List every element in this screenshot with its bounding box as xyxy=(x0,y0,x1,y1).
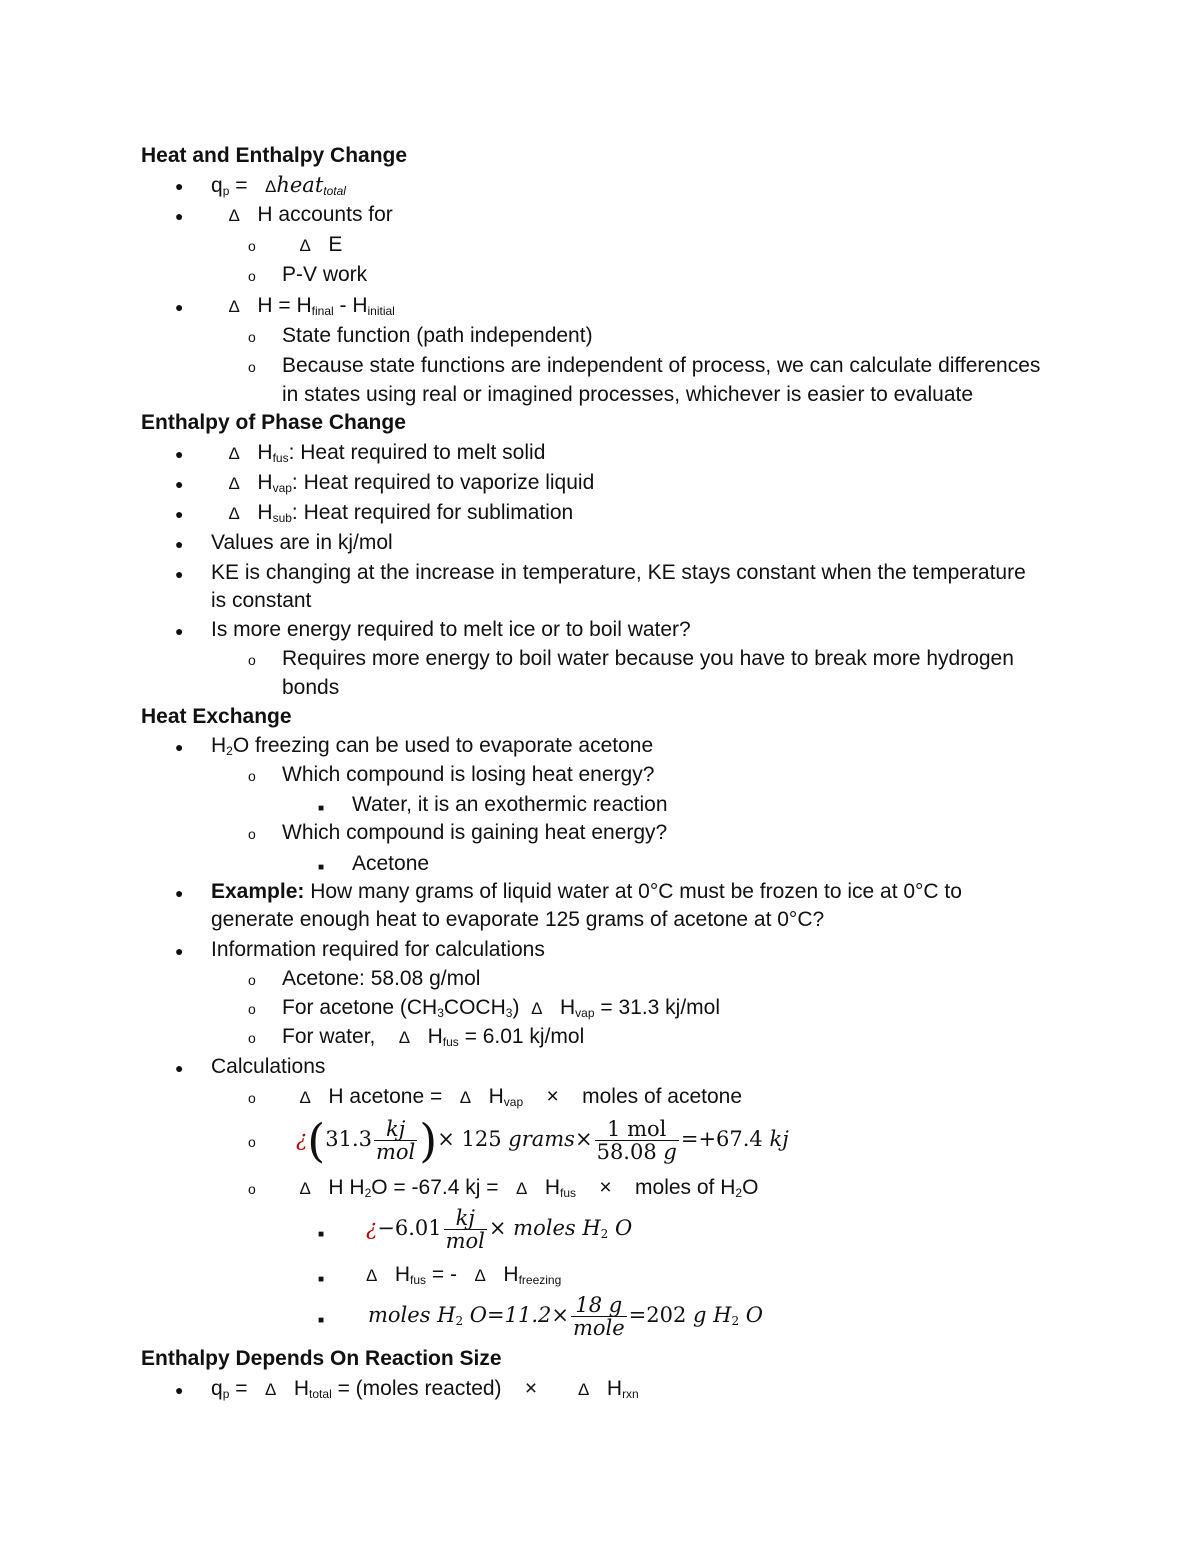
bullet-o: o xyxy=(248,329,256,345)
delta-icon: Δ xyxy=(228,206,240,225)
list-item: Δ $H_{fus}$: Heat required to melt solid xyxy=(228,441,546,465)
bullet: ● xyxy=(175,506,184,522)
list-item: P-V work xyxy=(282,263,368,286)
list-item: Because state functions are independent of process, we can calculate differences xyxy=(282,354,1041,377)
delta-icon: Δ xyxy=(366,1266,378,1285)
list-item: Δ H acetone = Δ $H_{vap}$ × moles of acetone xyxy=(299,1085,743,1109)
delta-icon: Δ xyxy=(531,999,543,1018)
bullet-square: ■ xyxy=(318,1229,325,1240)
bullet: ● xyxy=(175,446,184,462)
delta-icon: Δ xyxy=(228,444,240,463)
list-item: Example: How many grams of liquid water at 0°C must be frozen to ice at 0°C to xyxy=(211,880,962,903)
bullet: ● xyxy=(175,1382,184,1398)
bullet-o: o xyxy=(248,1001,256,1017)
bullet-o: o xyxy=(248,768,256,784)
list-item: Values are in kj/mol xyxy=(211,531,393,554)
bullet-o: o xyxy=(248,1090,256,1106)
bullet-o: o xyxy=(248,268,256,284)
list-item: Δ $H_{sub}$: Heat required for sublimation xyxy=(228,501,574,525)
delta-icon: Δ xyxy=(299,1179,311,1198)
list-item: Δ $H_{fus}$ = - Δ $H_{freezing}$ xyxy=(366,1263,562,1287)
list-item-cont: is constant xyxy=(211,589,312,612)
delta-icon: Δ xyxy=(228,297,240,316)
bullet-o: o xyxy=(248,652,256,668)
section-title-reaction-size: Enthalpy Depends On Reaction Size xyxy=(141,1347,502,1370)
delta-icon: Δ xyxy=(299,236,311,255)
list-item: For water, Δ $H_{fus} = 6.01$ kj/mol xyxy=(282,1025,585,1049)
list-item: Water, it is an exothermic reaction xyxy=(352,793,668,816)
list-item-cont: in states using real or imagined processes, whichever is easier to evaluate xyxy=(282,383,974,406)
list-item: Δ H $H_2O = -67.4$ kj = Δ $H_{fus}$ × moles of $H_2O$ xyxy=(299,1176,759,1200)
list-item: Calculations xyxy=(211,1055,326,1078)
delta-icon: Δ xyxy=(474,1266,486,1285)
delta-icon: Δ xyxy=(578,1380,590,1399)
bullet-o: o xyxy=(248,1134,256,1150)
equation-acetone: ¿(31.3 $\frac{kj}{\text{mol}}$ )× 125 grams× $\frac{\text{1 mol}}{58.08 g}$ =+67.4 kj xyxy=(296,1113,789,1168)
list-item: Which compound is gaining heat energy? xyxy=(282,821,668,844)
bullet: ● xyxy=(175,739,184,755)
equation-mass: moles $H_2$ O=11.2× $\frac{18 g}{\text{mole}}$ =202 g $H_2$ O xyxy=(368,1293,763,1340)
bullet: ● xyxy=(175,885,184,901)
list-item: $H_2O$ freezing can be used to evaporate acetone xyxy=(211,734,654,758)
list-item: Which compound is losing heat energy? xyxy=(282,763,655,786)
delta-icon: Δ xyxy=(265,1380,277,1399)
list-item: Acetone xyxy=(352,852,430,875)
delta-icon: Δ xyxy=(228,504,240,523)
list-item: Δ $H_{vap}$: Heat required to vaporize liquid xyxy=(228,471,595,495)
bullet-o: o xyxy=(248,972,256,988)
equation-water: ¿−6.01 $\frac{kj}{\text{mol}}$ × moles $H_2$ O xyxy=(366,1206,633,1253)
bullet: ● xyxy=(175,943,184,959)
list-item: Requires more energy to boil water because you have to break more hydrogen xyxy=(282,647,1014,670)
delta-icon: Δ xyxy=(398,1028,411,1047)
bullet-o: o xyxy=(248,826,256,842)
list-item: Δ $H = H_{final} - H_{initial}$ xyxy=(228,294,395,318)
section-title-phase-change: Enthalpy of Phase Change xyxy=(141,411,406,434)
bullet-o: o xyxy=(248,359,256,375)
delta-icon: Δ xyxy=(265,177,277,196)
list-item-cont: bonds xyxy=(282,676,340,699)
bullet-square: ■ xyxy=(318,862,325,873)
list-item: Is more energy required to melt ice or to boil water? xyxy=(211,618,691,641)
bullet: ● xyxy=(175,1060,184,1076)
list-item: Δ H accounts for xyxy=(211,202,393,229)
list-item: Δ E xyxy=(282,232,342,259)
list-item: KE is changing at the increase in temperature, KE stays constant when the temperature xyxy=(211,561,1026,584)
bullet: ● xyxy=(175,299,184,315)
delta-icon: Δ xyxy=(516,1179,528,1198)
bullet-o: o xyxy=(248,1181,256,1197)
bullet: ● xyxy=(175,476,184,492)
list-item: $q_p$ = Δ $H_{total}$ = (moles reacted) × Δ $H_{rxn}$ xyxy=(211,1377,639,1401)
bullet: ● xyxy=(175,536,184,552)
list-item-cont: generate enough heat to evaporate 125 grams of acetone at 0°C? xyxy=(211,908,825,931)
bullet: ● xyxy=(175,623,184,639)
section-title-heat-exchange: Heat Exchange xyxy=(141,705,292,728)
list-item: $q_p$ = Δheat$_{total}$ xyxy=(211,173,346,198)
bullet-o: o xyxy=(248,238,256,254)
delta-icon: Δ xyxy=(459,1088,472,1107)
bullet: ● xyxy=(175,208,184,224)
list-item: Information required for calculations xyxy=(211,938,545,961)
section-title-heat-enthalpy: Heat and Enthalpy Change xyxy=(141,144,408,167)
list-item: For acetone $(CH_3COCH_3)$ Δ $H_{vap} = 31.3$ kj/mol xyxy=(282,996,721,1020)
bullet-square: ■ xyxy=(318,1274,325,1285)
delta-icon: Δ xyxy=(228,474,240,493)
bullet-square: ■ xyxy=(318,803,325,814)
bullet-o: o xyxy=(248,1030,256,1046)
bullet: ● xyxy=(175,178,184,194)
list-item: State function (path independent) xyxy=(282,324,593,347)
delta-icon: Δ xyxy=(299,1088,311,1107)
bullet-square: ■ xyxy=(318,1315,325,1326)
list-item: Acetone: 58.08 g/mol xyxy=(282,967,481,990)
bullet: ● xyxy=(175,566,184,582)
